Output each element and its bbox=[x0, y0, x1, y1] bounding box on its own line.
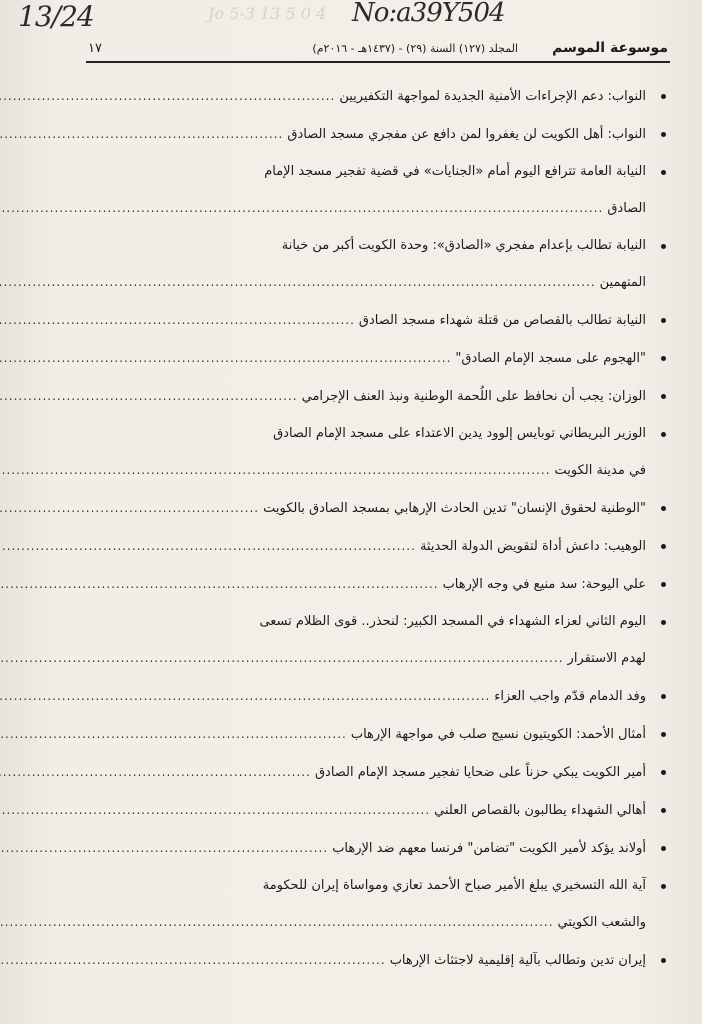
toc-entry bbox=[80, 604, 666, 677]
toc-entry-row bbox=[80, 378, 646, 415]
toc-entry-text: الوزير البريطاني توبايس إلوود يدين الاعتداء على مسجد الإمام الصادق bbox=[273, 426, 646, 441]
bullet-icon bbox=[661, 770, 666, 775]
bullet-icon bbox=[661, 620, 666, 625]
toc-entry bbox=[80, 490, 666, 527]
dot-leader bbox=[0, 640, 564, 676]
toc-entry-text: النواب: أهل الكويت لن يغفروا لمن دافع عن مفجري مسجد الصادق bbox=[287, 127, 646, 142]
bullet-icon bbox=[661, 432, 666, 437]
toc-entry bbox=[80, 716, 666, 753]
dot-leader bbox=[0, 264, 596, 300]
dot-leader bbox=[0, 302, 355, 338]
toc-entry-row bbox=[80, 716, 646, 753]
dot-leader bbox=[0, 490, 259, 526]
dot-leader bbox=[0, 190, 603, 226]
toc-entry-text: وفد الدمام قدّم واجب العزاء bbox=[494, 689, 646, 704]
bullet-icon bbox=[661, 846, 666, 851]
toc-entry bbox=[80, 116, 666, 153]
toc-entry-text: في مدينة الكويت bbox=[554, 463, 646, 478]
bullet-icon bbox=[661, 808, 666, 813]
dot-leader bbox=[0, 78, 335, 114]
toc-entry bbox=[80, 302, 666, 339]
dot-leader bbox=[0, 452, 551, 488]
toc-entry bbox=[80, 78, 666, 115]
toc-entry-text: "الهجوم على مسجد الإمام الصادق" bbox=[455, 351, 646, 366]
toc-entry bbox=[80, 868, 666, 941]
dot-leader bbox=[0, 678, 490, 714]
toc-entry-row bbox=[80, 754, 646, 791]
handwritten-archive-number: 13/24 bbox=[18, 0, 94, 33]
toc-entry-text: المتهمين bbox=[599, 275, 646, 290]
toc-entry-text: الوزان: يجب أن نحافظ على اللُحمة الوطنية ونبذ العنف الإجرامي bbox=[301, 389, 646, 404]
bullet-icon bbox=[661, 94, 666, 99]
bullet-icon bbox=[661, 356, 666, 361]
toc-entry bbox=[80, 528, 666, 565]
toc-entry-text: الوهيب: داعش أداة لتقويض الدولة الحديثة bbox=[419, 539, 646, 554]
toc-entry-text: آية الله التسخيري يبلغ الأمير صباح الأحمد تعازي ومواساة إيران للحكومة bbox=[262, 878, 646, 893]
toc-entry-text: علي اليوحة: سد منيع في وجه الإرهاب bbox=[442, 577, 646, 592]
bullet-icon bbox=[661, 394, 666, 399]
bleed-through-text: Jo 5-3 13 5 0 4 bbox=[208, 4, 327, 23]
bullet-icon bbox=[661, 544, 666, 549]
toc-entry-text: النيابة تطالب بإعدام مفجري «الصادق»: وحدة الكويت أكبر من خيانة bbox=[281, 238, 646, 253]
bullet-icon bbox=[661, 732, 666, 737]
toc-entry bbox=[80, 566, 666, 603]
toc-entry-row bbox=[80, 830, 646, 867]
dot-leader bbox=[0, 116, 283, 152]
toc-entry-row bbox=[80, 452, 646, 489]
page-number: ١٧ bbox=[88, 41, 102, 56]
toc-entry bbox=[80, 830, 666, 867]
bullet-icon bbox=[661, 244, 666, 249]
running-header bbox=[88, 40, 668, 60]
toc-entry-row bbox=[80, 116, 646, 153]
toc-entry-row bbox=[80, 302, 646, 339]
dot-leader bbox=[0, 378, 298, 414]
bullet-icon bbox=[661, 170, 666, 175]
toc-entry bbox=[80, 942, 666, 979]
toc-entry-text: لهدم الاستقرار bbox=[567, 651, 646, 666]
dot-leader bbox=[0, 754, 311, 790]
toc-entry-text: أمثال الأحمد: الكويتيون نسيج صلب في مواجهة الإرهاب bbox=[350, 727, 646, 742]
toc-entry-text: النيابة تطالب بالقصاص من قتلة شهداء مسجد الصادق bbox=[358, 313, 646, 328]
toc-entry bbox=[80, 340, 666, 377]
toc-entry-row bbox=[80, 490, 646, 527]
bullet-icon bbox=[661, 884, 666, 889]
toc-entry-text: والشعب الكويتي bbox=[557, 915, 646, 930]
publication-title: موسوعة الموسم bbox=[552, 40, 668, 56]
toc-entry-row bbox=[80, 340, 646, 377]
toc-entry-text: اليوم الثاني لعزاء الشهداء في المسجد الكبير: لنحذر.. قوى الظلام تسعى bbox=[259, 614, 646, 629]
dot-leader bbox=[0, 904, 554, 940]
toc-entry-row bbox=[80, 678, 646, 715]
bullet-icon bbox=[661, 958, 666, 963]
dot-leader bbox=[0, 942, 386, 978]
bullet-icon bbox=[661, 582, 666, 587]
toc-entry-row bbox=[80, 942, 646, 979]
toc-entry bbox=[80, 378, 666, 415]
toc-entry bbox=[80, 792, 666, 829]
table-of-contents bbox=[80, 78, 666, 980]
toc-entry-row bbox=[80, 904, 646, 941]
handwritten-document-number: No:a39Y504 bbox=[352, 0, 505, 28]
toc-entry-text: أولاند يؤكد لأمير الكويت "تضامن" فرنسا معهم ضد الإرهاب bbox=[332, 841, 646, 856]
toc-entry-text: أهالي الشهداء يطالبون بالقصاص العلني bbox=[434, 803, 646, 818]
toc-entry-text: "الوطنية لحقوق الإنسان" تدين الحادث الإرهابي بمسجد الصادق بالكويت bbox=[263, 501, 646, 516]
bullet-icon bbox=[661, 318, 666, 323]
toc-entry-row bbox=[80, 190, 646, 227]
toc-entry-text: الصادق bbox=[607, 201, 646, 216]
dot-leader bbox=[0, 716, 347, 752]
toc-entry bbox=[80, 154, 666, 227]
dot-leader bbox=[0, 340, 451, 376]
toc-entry-row bbox=[80, 264, 646, 301]
bullet-icon bbox=[661, 132, 666, 137]
dot-leader bbox=[0, 792, 430, 828]
toc-entry-text: النواب: دعم الإجراءات الأمنية الجديدة لمواجهة التكفيريين bbox=[339, 89, 646, 104]
toc-entry bbox=[80, 416, 666, 489]
bullet-icon bbox=[661, 506, 666, 511]
header-divider bbox=[86, 61, 670, 63]
dot-leader bbox=[0, 566, 439, 602]
toc-entry bbox=[80, 228, 666, 301]
toc-entry-row bbox=[80, 792, 646, 829]
toc-entry-row bbox=[80, 566, 646, 603]
bullet-icon bbox=[661, 694, 666, 699]
publication-volume-info: المجلد (١٢٧) السنة (٢٩) - (١٤٣٧هـ - ٢٠١٦م) bbox=[312, 42, 518, 55]
toc-entry bbox=[80, 754, 666, 791]
dot-leader bbox=[0, 830, 328, 866]
toc-entry-row bbox=[80, 640, 646, 677]
toc-entry-text: إيران تدين وتطالب بآلية إقليمية لاجتثاث الإرهاب bbox=[389, 953, 646, 968]
dot-leader bbox=[0, 528, 416, 564]
toc-entry-row bbox=[80, 78, 646, 115]
toc-entry-text: أمير الكويت يبكي حزناً على ضحايا تفجير مسجد الإمام الصادق bbox=[314, 765, 646, 780]
toc-entry-row bbox=[80, 528, 646, 565]
toc-entry-text: النيابة العامة تترافع اليوم أمام «الجنايات» في قضية تفجير مسجد الإمام bbox=[264, 164, 646, 179]
toc-entry bbox=[80, 678, 666, 715]
